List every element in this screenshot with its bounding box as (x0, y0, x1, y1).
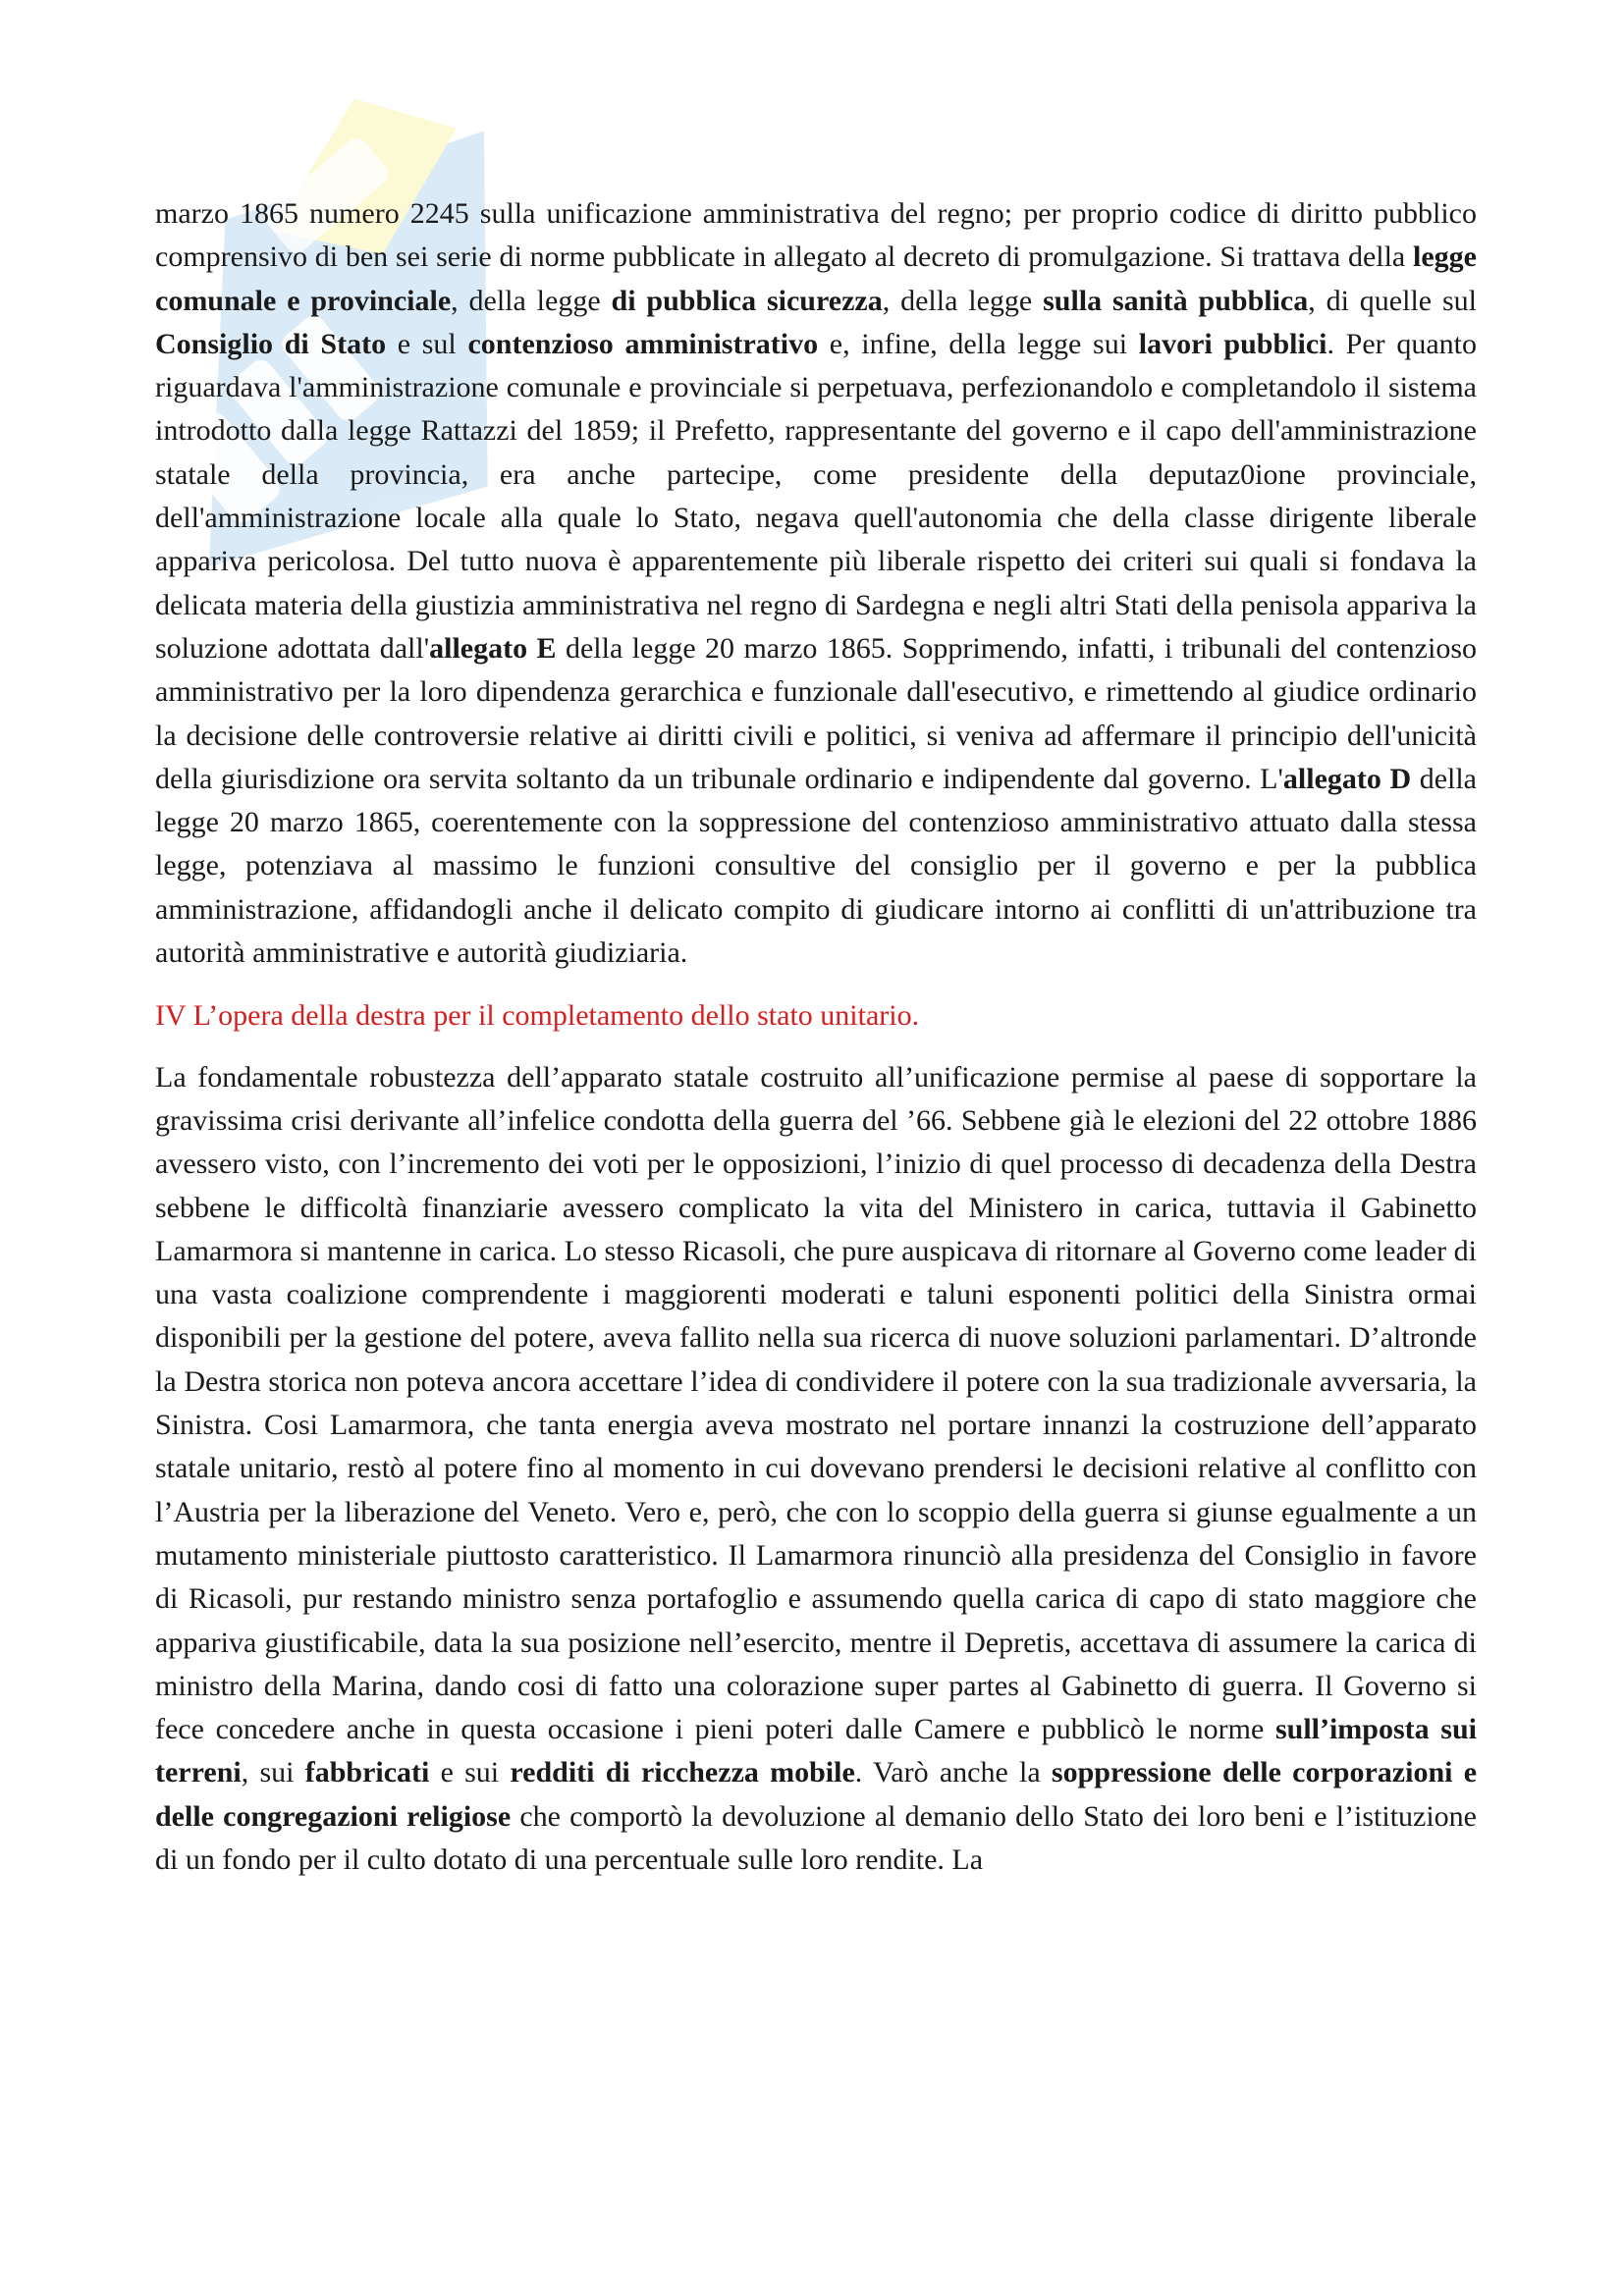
document-body (155, 192, 1477, 1882)
paragraph-legislation: marzo 1865 numero 2245 sulla unificazione amministrativa del regno; per proprio codice di diritto pubblico comprensivo di ben sei serie di norme pubblicate in allegato al decreto di promulgazione. Si trattava della legge comunale e provinciale, della legge di pubblica sicurezza, della legge sulla sanità pubblica, di quelle sul Consiglio di Stato e sul contenzioso amministrativo e, infine, della legge sui lavori pubblici. Per quanto riguardava l'amministrazione comunale e provinciale si perpetuava, perfezionandolo e completandolo il sistema introdotto dalla legge Rattazzi del 1859; il Prefetto, rappresentante del governo e il capo dell'amministrazione statale della provincia, era anche partecipe, come presidente della deputaz0ione provinciale, dell'amministrazione locale alla quale lo Stato, negava quell'autonomia che della classe dirigente liberale appariva pericolosa. Del tutto nuova è apparentemente più liberale rispetto dei criteri sui quali si fondava la delicata materia della giustizia amministrativa nel regno di Sardegna e negli altri Stati della penisola appariva la soluzione adottata dall'allegato E della legge 20 marzo 1865. Sopprimendo, infatti, i tribunali del contenzioso amministrativo per la loro dipendenza gerarchica e funzionale dall'esecutivo, e rimettendo al giudice ordinario la decisione delle controversie relative ai diritti civili e politici, si veniva ad affermare il principio dell'unicità della giurisdizione ora servita soltanto da un tribunale ordinario e indipendente dal governo. L'allegato D della legge 20 marzo 1865, coerentemente con la soppressione del contenzioso amministrativo attuato dalla stessa legge, potenziava al massimo le funzioni consultive del consiglio per il governo e per la pubblica amministrazione, affidandogli anche il delicato compito di giudicare intorno ai conflitti di un'attribuzione tra autorità amministrative e autorità giudiziaria. (155, 197, 1477, 970)
paragraph-destra: La fondamentale robustezza dell’apparato statale costruito all’unificazione permise al paese di sopportare la gravissima crisi derivante all’infelice condotta della guerra del ’66. Sebbene già le elezioni del 22 ottobre 1886 avessero visto, con l’incremento dei voti per le opposizioni, l’inizio di quel processo di decadenza della Destra sebbene le difficoltà finanziarie avessero complicato la vita del Ministero in carica, tuttavia il Gabinetto Lamarmora si mantenne in carica. Lo stesso Ricasoli, che pure auspicava di ritornare al Governo come leader di una vasta coalizione comprendente i maggiorenti moderati e taluni esponenti politici della Sinistra ormai disponibili per la gestione del potere, aveva fallito nella sua ricerca di nuove soluzioni parlamentari. D’altronde la Destra storica non poteva ancora accettare l’idea di condividere il potere con la sua tradizionale avversaria, la Sinistra. Cosi Lamarmora, che tanta energia aveva mostrato nel portare innanzi la costruzione dell’apparato statale unitario, restò al potere fino al momento in cui dovevano prendersi le decisioni relative al conflitto con l’Austria per la liberazione del Veneto. Vero e, però, che con lo scoppio della guerra si giunse egualmente a un mutamento ministeriale piuttosto caratteristico. Il Lamarmora rinunciò alla presidenza del Consiglio in favore di Ricasoli, pur restando ministro senza portafoglio e assumendo quella carica di capo di stato maggiore che appariva giustificabile, data la sua posizione nell’esercito, mentre il Depretis, accettava di assumere la carica di ministro della Marina, dando cosi di fatto una colorazione super partes al Gabinetto di guerra. Il Governo si fece concedere anche in questa occasione i pieni poteri dalle Camere e pubblicò le norme sull’imposta sui terreni, sui fabbricati e sui redditi di ricchezza mobile. Varò anche la soppressione delle corporazioni e delle congregazioni religiose che comportò la devoluzione al demanio dello Stato dei loro beni e l’istituzione di un fondo per il culto dotato di una percentuale sulle loro rendite. La (155, 1060, 1478, 1876)
section-heading: IV L’opera della destra per il completamento dello stato unitario. (155, 999, 920, 1033)
